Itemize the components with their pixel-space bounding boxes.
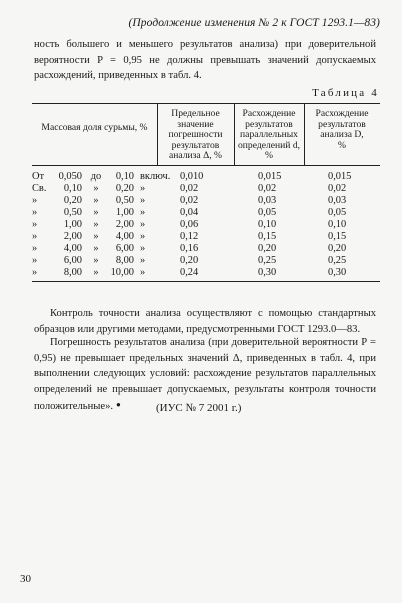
range-suffix: » — [140, 207, 146, 218]
range-from: 0,10 — [63, 183, 82, 194]
range-suffix: включ. — [140, 171, 171, 182]
parallel-discrepancy-value: 0,20 — [258, 243, 277, 254]
parallel-discrepancy-value: 0,05 — [258, 207, 277, 218]
range-from: 6,00 — [63, 255, 82, 266]
table-row — [32, 267, 380, 279]
control-text: Контроль точности анализа осуществляют с помощью стандартных образцов или другими методами, предусмотренными ГОСТ 1293.0—83. — [34, 308, 376, 335]
parallel-discrepancy-value: 0,03 — [258, 195, 277, 206]
analysis-discrepancy-value: 0,20 — [328, 243, 347, 254]
range-joiner: до — [90, 171, 102, 182]
ius-reference: (ИУС № 7 2001 г.) — [156, 402, 242, 414]
range-to: 8,00 — [115, 255, 134, 266]
error-text: Погрешность результатов анализа (при доверительной вероятности P = 0,95) не превышает предельных значений Δ, приведенных в табл. 4, при выполнении следующих условий: расхождение результатов параллельных определений не превышает допускаемых, результаты контроля точности положительные». — [34, 337, 376, 412]
error-limit-value: 0,02 — [180, 195, 199, 206]
parallel-discrepancy-value: 0,02 — [258, 183, 277, 194]
error-limit-value: 0,24 — [180, 267, 199, 278]
analysis-discrepancy-value: 0,03 — [328, 195, 347, 206]
analysis-discrepancy-value: 0,10 — [328, 219, 347, 230]
range-from: 0,50 — [63, 207, 82, 218]
range-prefix: Св. — [32, 183, 47, 194]
range-to: 6,00 — [115, 243, 134, 254]
results-table — [32, 103, 380, 282]
analysis-discrepancy-value: 0,30 — [328, 267, 347, 278]
analysis-discrepancy-value: 0,015 — [328, 171, 352, 182]
table-row — [32, 171, 380, 183]
parallel-discrepancy-value: 0,15 — [258, 231, 277, 242]
error-limit-value: 0,04 — [180, 207, 199, 218]
header-error-limit: Предельное значение погрешности результатов анализа Δ, % — [168, 108, 223, 162]
range-suffix: » — [140, 183, 146, 194]
analysis-discrepancy-value: 0,15 — [328, 231, 347, 242]
table-row — [32, 243, 380, 255]
range-suffix: » — [140, 267, 146, 278]
parallel-discrepancy-value: 0,10 — [258, 219, 277, 230]
range-suffix: » — [140, 243, 146, 254]
table-caption: Таблица 4 — [312, 87, 379, 99]
running-head: (Продолжение изменения № 2 к ГОСТ 1293.1—83) — [128, 17, 380, 29]
range-prefix: » — [32, 267, 38, 278]
range-suffix: » — [140, 255, 146, 266]
range-from: 0,20 — [63, 195, 82, 206]
range-from: 2,00 — [63, 231, 82, 242]
analysis-discrepancy-value: 0,02 — [328, 183, 347, 194]
table-top-rule — [32, 103, 380, 104]
end-mark: ● — [116, 400, 121, 409]
parallel-discrepancy-value: 0,30 — [258, 267, 277, 278]
error-limit-value: 0,02 — [180, 183, 199, 194]
range-to: 1,00 — [115, 207, 134, 218]
range-from: 4,00 — [63, 243, 82, 254]
range-joiner: » — [93, 219, 99, 230]
range-to: 0,50 — [115, 195, 134, 206]
header-analysis-discrepancy: Расхождение результатов анализа D, % — [315, 108, 369, 151]
range-from: 1,00 — [63, 219, 82, 230]
table-row — [32, 195, 380, 207]
range-joiner: » — [93, 267, 99, 278]
analysis-discrepancy-value: 0,25 — [328, 255, 347, 266]
intro-paragraph — [34, 37, 376, 84]
control-paragraph — [34, 306, 376, 337]
range-joiner: » — [93, 195, 99, 206]
header-parallel-discrepancy: Расхождение результатов параллельных определений d, % — [237, 108, 301, 162]
range-joiner: » — [93, 183, 99, 194]
range-joiner: » — [93, 207, 99, 218]
range-prefix: От — [32, 171, 45, 182]
error-limit-value: 0,20 — [180, 255, 199, 266]
table-row — [32, 255, 380, 267]
range-to: 0,10 — [115, 171, 134, 182]
analysis-discrepancy-value: 0,05 — [328, 207, 347, 218]
range-prefix: » — [32, 255, 38, 266]
range-from: 8,00 — [63, 267, 82, 278]
range-suffix: » — [140, 219, 146, 230]
table-header-rule — [32, 165, 380, 166]
table-bottom-rule — [32, 281, 380, 282]
error-limit-value: 0,06 — [180, 219, 199, 230]
range-to: 10,00 — [110, 267, 134, 278]
range-to: 2,00 — [115, 219, 134, 230]
range-suffix: » — [140, 195, 146, 206]
range-prefix: » — [32, 231, 38, 242]
range-prefix: » — [32, 195, 38, 206]
range-to: 4,00 — [115, 231, 134, 242]
range-joiner: » — [93, 255, 99, 266]
intro-text: ность большего и меньшего результатов анализа) при доверительной вероятности P = 0,95 не должны превышать значений допускаемых расхождений, приведенных в табл. 4. — [34, 39, 376, 81]
range-suffix: » — [140, 231, 146, 242]
parallel-discrepancy-value: 0,25 — [258, 255, 277, 266]
error-limit-value: 0,16 — [180, 243, 199, 254]
table-row — [32, 219, 380, 231]
error-limit-value: 0,12 — [180, 231, 199, 242]
parallel-discrepancy-value: 0,015 — [258, 171, 282, 182]
range-from: 0,050 — [58, 171, 82, 182]
range-prefix: » — [32, 243, 38, 254]
table-row — [32, 231, 380, 243]
range-prefix: » — [32, 219, 38, 230]
range-joiner: » — [93, 231, 99, 242]
table-row — [32, 207, 380, 219]
table-row — [32, 183, 380, 195]
header-antimony-fraction: Массовая доля сурьмы, % — [41, 122, 148, 133]
range-to: 0,20 — [115, 183, 134, 194]
page-number: 30 — [20, 573, 31, 585]
error-limit-value: 0,010 — [180, 171, 204, 182]
range-prefix: » — [32, 207, 38, 218]
range-joiner: » — [93, 243, 99, 254]
